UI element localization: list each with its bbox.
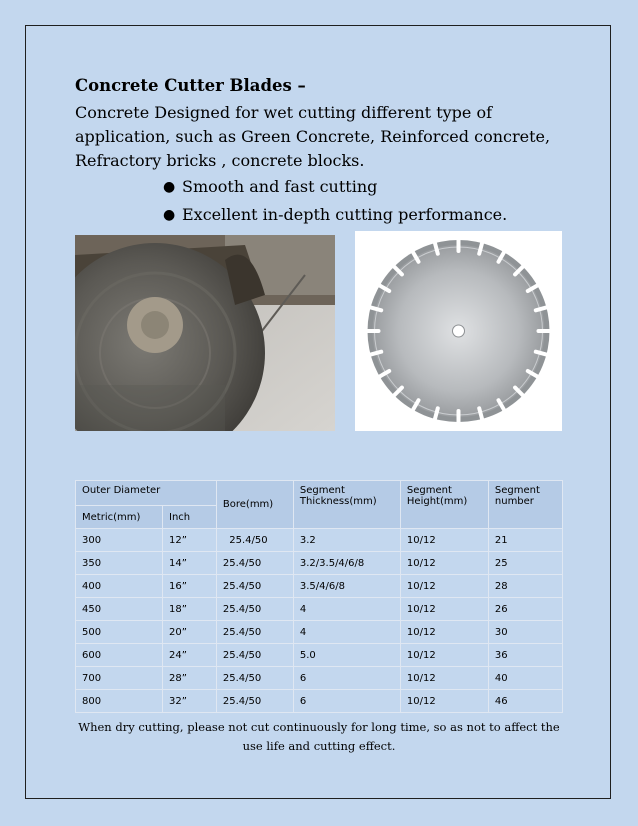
list-item — [163, 173, 507, 201]
thickness-cell: 5.0 — [293, 644, 400, 667]
bore-cell: 25.4/50 — [216, 529, 293, 552]
metric-cell: 800 — [76, 690, 163, 713]
bore-cell: 25.4/50 — [216, 667, 293, 690]
height-cell: 10/12 — [400, 690, 488, 713]
metric-cell: 400 — [76, 575, 163, 598]
bore-cell: 25.4/50 — [216, 690, 293, 713]
height-cell: 10/12 — [400, 575, 488, 598]
segment-number-cell: 25 — [488, 552, 562, 575]
table-row — [76, 552, 563, 575]
feature-text: Excellent in-depth cutting performance. — [182, 205, 508, 224]
bore-cell: 25.4/50 — [216, 644, 293, 667]
table-header-row — [76, 481, 563, 506]
thickness-cell: 3.2 — [293, 529, 400, 552]
inch-cell: 18” — [163, 598, 217, 621]
concrete-saw-image — [75, 235, 335, 431]
height-cell: 10/12 — [400, 552, 488, 575]
table-row — [76, 598, 563, 621]
thickness-cell: 6 — [293, 690, 400, 713]
segment-number-cell: 28 — [488, 575, 562, 598]
saw-blade-image — [355, 231, 562, 431]
table-row — [76, 667, 563, 690]
feature-text: Smooth and fast cutting — [182, 177, 378, 196]
table-row — [76, 529, 563, 552]
dry-cutting-note: When dry cutting, please not cut continuously for long time, so as not to affect the use life and cutting effect. — [78, 720, 560, 753]
bullet-icon: ● — [163, 179, 176, 195]
inch-cell: 16” — [163, 575, 217, 598]
metric-cell: 600 — [76, 644, 163, 667]
inch-cell: 12” — [163, 529, 217, 552]
metric-cell: 500 — [76, 621, 163, 644]
bore-cell: 25.4/50 — [216, 621, 293, 644]
inch-cell: 28” — [163, 667, 217, 690]
segment-height-header: Segment Height(mm) — [400, 481, 488, 529]
diamond-blade-photo — [355, 231, 562, 431]
segment-number-header: Segment number — [488, 481, 562, 529]
inch-cell: 20” — [163, 621, 217, 644]
segment-number-cell: 21 — [488, 529, 562, 552]
segment-number-cell: 46 — [488, 690, 562, 713]
outer-diameter-header: Outer Diameter — [76, 481, 217, 506]
height-cell: 10/12 — [400, 621, 488, 644]
inch-cell: 14” — [163, 552, 217, 575]
page-title: Concrete Cutter Blades – — [75, 76, 306, 95]
inch-cell: 32” — [163, 690, 217, 713]
inch-cell: 24” — [163, 644, 217, 667]
thickness-cell: 3.5/4/6/8 — [293, 575, 400, 598]
metric-header: Metric(mm) — [76, 506, 163, 529]
thickness-cell: 6 — [293, 667, 400, 690]
blade-spec-table — [75, 480, 563, 713]
height-cell: 10/12 — [400, 529, 488, 552]
list-item — [163, 201, 507, 229]
bore-cell: 25.4/50 — [216, 552, 293, 575]
table-row — [76, 644, 563, 667]
bore-cell: 25.4/50 — [216, 598, 293, 621]
segment-number-cell: 30 — [488, 621, 562, 644]
bullet-icon: ● — [163, 207, 176, 223]
table-row — [76, 621, 563, 644]
thickness-cell: 4 — [293, 621, 400, 644]
height-cell: 10/12 — [400, 644, 488, 667]
metric-cell: 300 — [76, 529, 163, 552]
thickness-cell: 4 — [293, 598, 400, 621]
bore-cell: 25.4/50 — [216, 575, 293, 598]
thickness-cell: 3.2/3.5/4/6/8 — [293, 552, 400, 575]
metric-cell: 350 — [76, 552, 163, 575]
bore-header: Bore(mm) — [216, 481, 293, 529]
metric-cell: 700 — [76, 667, 163, 690]
inch-header: Inch — [163, 506, 217, 529]
metric-cell: 450 — [76, 598, 163, 621]
segment-number-cell: 26 — [488, 598, 562, 621]
segment-number-cell: 36 — [488, 644, 562, 667]
table-row — [76, 690, 563, 713]
concrete-saw-photo — [75, 235, 335, 431]
feature-list — [163, 173, 507, 229]
intro-paragraph: Concrete Designed for wet cutting different type of application, such as Green Concrete, Reinforced concrete, Refractory bricks , concrete blocks. — [75, 103, 551, 170]
table-row — [76, 575, 563, 598]
segment-thickness-header: Segment Thickness(mm) — [293, 481, 400, 529]
height-cell: 10/12 — [400, 598, 488, 621]
segment-number-cell: 40 — [488, 667, 562, 690]
height-cell: 10/12 — [400, 667, 488, 690]
